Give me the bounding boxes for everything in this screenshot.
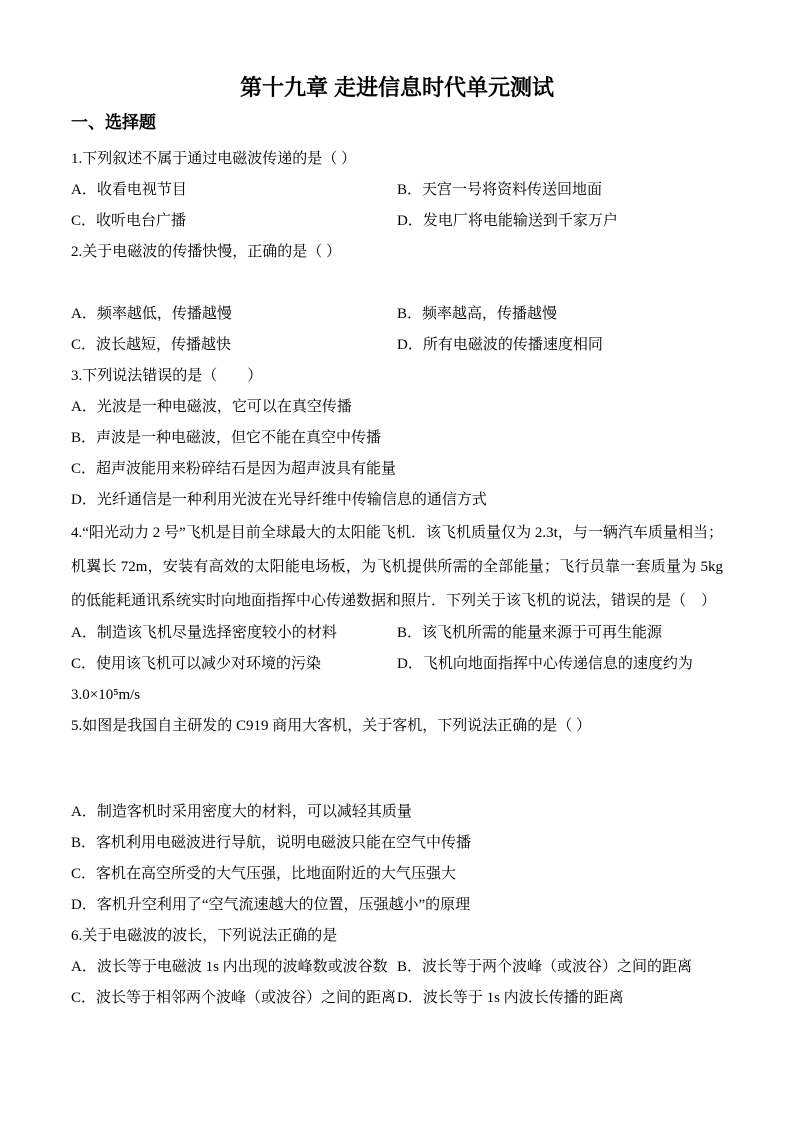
question-2-option-c: C．波长越短，传播越快	[71, 337, 232, 353]
page-title: 第十九章 走进信息时代单元测试	[239, 75, 555, 100]
question-5-option-c: C．客机在高空所受的大气压强，比地面附近的大气压强大	[71, 866, 457, 882]
question-6-option-b: B．波长等于两个波峰（或波谷）之间的距离	[397, 959, 693, 975]
question-1-stem: 1.下列叙述不属于通过电磁波传递的是（ ）	[71, 151, 357, 167]
question-6-option-d: D．波长等于 1s 内波长传播的距离	[397, 990, 624, 1006]
question-3-option-c: C．超声波能用来粉碎结石是因为超声波具有能量	[71, 461, 397, 477]
question-6	[71, 921, 723, 1014]
question-1	[71, 144, 723, 237]
question-4-option-d: D．飞机向地面指挥中心传递信息的速度约为	[397, 656, 693, 672]
question-1-option-c: C．收听电台广播	[71, 213, 187, 229]
question-6-option-row-1	[71, 952, 723, 983]
question-6-option-a: A．波长等于电磁波 1s 内出现的波峰数或波谷数	[71, 959, 388, 975]
section-heading: 一、选择题	[71, 113, 156, 132]
question-6-option-c: C．波长等于相邻两个波峰（或波谷）之间的距离	[71, 990, 397, 1006]
image-placeholder	[71, 742, 723, 797]
question-5-option-a: A．制造客机时采用密度大的材料，可以减轻其质量	[71, 804, 412, 820]
question-4-option-row-2	[71, 649, 723, 680]
question-1-option-row-2	[71, 206, 723, 237]
question-2-option-row-1	[71, 299, 723, 330]
question-5-option-d: D．客机升空利用了“空气流速越大的位置，压强越小”的原理	[71, 897, 471, 913]
question-1-option-a: A．收看电视节目	[71, 182, 187, 198]
blank-line	[71, 268, 723, 299]
question-2	[71, 237, 723, 361]
question-1-option-b: B．天宫一号将资料传送回地面	[397, 182, 603, 198]
question-3-option-b: B．声波是一种电磁波，但它不能在真空中传播	[71, 430, 382, 446]
question-1-option-row-1	[71, 175, 723, 206]
question-2-option-d: D．所有电磁波的传播速度相同	[397, 337, 603, 353]
question-3-option-a: A．光波是一种电磁波，它可以在真空传播	[71, 399, 352, 415]
question-2-option-b: B．频率越高，传播越慢	[397, 306, 558, 322]
question-4-option-row-1	[71, 618, 723, 649]
question-3	[71, 361, 723, 516]
question-1-option-d: D．发电厂将电能输送到千家万户	[397, 213, 618, 229]
question-3-stem: 3.下列说法错误的是（ ）	[71, 368, 263, 384]
question-4	[71, 516, 723, 711]
question-4-option-d-continuation: 3.0×10⁵m/s	[71, 687, 141, 703]
question-2-stem: 2.关于电磁波的传播快慢，正确的是（ ）	[71, 244, 342, 260]
question-5-option-b: B．客机利用电磁波进行导航，说明电磁波只能在空气中传播	[71, 835, 472, 851]
question-4-option-c: C．使用该飞机可以减少对环境的污染	[71, 656, 322, 672]
question-5-stem: 5.如图是我国自主研发的 C919 商用大客机，关于客机，下列说法正确的是（ ）	[71, 718, 592, 734]
question-6-stem: 6.关于电磁波的波长，下列说法正确的是	[71, 928, 338, 944]
question-4-option-a: A．制造该飞机尽量选择密度较小的材料	[71, 625, 337, 641]
question-3-option-d: D．光纤通信是一种利用光波在光导纤维中传输信息的通信方式	[71, 492, 487, 508]
question-4-option-b: B．该飞机所需的能量来源于可再生能源	[397, 625, 663, 641]
question-4-stem: 4.“阳光动力 2 号”飞机是目前全球最大的太阳能飞机．该飞机质量仅为 2.3t，与一辆汽车质量相当；机翼长 72m，安装有高效的太阳能电场板，为飞机提供所需的全部能量；飞行员靠一套质量为 5kg 的低能耗通讯系统实时向地面指挥中心传递数据和照片．下列关于该飞机的说法，错误的是（ ）	[71, 525, 723, 609]
question-5	[71, 711, 723, 921]
question-2-option-a: A．频率越低，传播越慢	[71, 306, 232, 322]
question-6-option-row-2	[71, 983, 723, 1014]
question-2-option-row-2	[71, 330, 723, 361]
